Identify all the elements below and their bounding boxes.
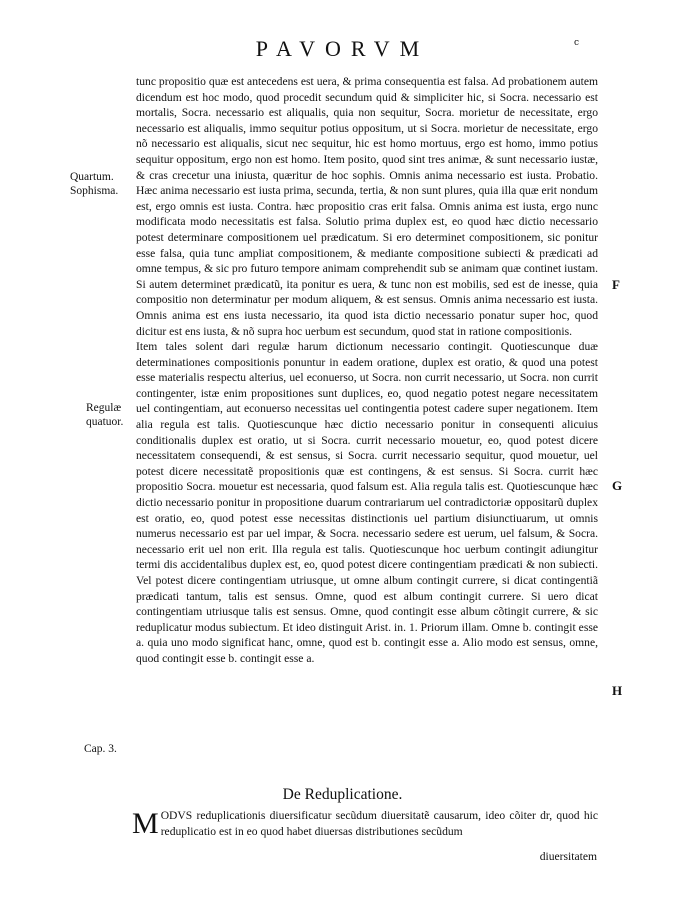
catchword: diuersitatem [539, 850, 597, 863]
final-paragraph-block [132, 807, 598, 840]
margin-note-cap: Cap. 3. [84, 743, 117, 755]
main-text [136, 74, 598, 667]
running-head: PAVORVM [255, 36, 430, 61]
section-heading: De Reduplicatione. [282, 786, 403, 803]
drop-cap: M [132, 807, 159, 840]
side-letter-g: G [612, 478, 623, 493]
final-paragraph: ODVS reduplicationis diuersificatur secũdum diuersitatẽ causarum, ideo cõiter dr, quod hic reduplicatio est in eo quod habet diuersas distributiones secũdum [160, 809, 598, 838]
margin-note-quatuor: quatuor. [86, 416, 124, 428]
margin-note-sophisma: Sophisma. [70, 185, 119, 197]
paragraph-first: tunc propositio quæ est antecedens est uera, & prima consequentia est falsa. Ad probationem autem dicendum est hoc modo, quod procedit secundum quid & simpliciter hic, si Socra. necessario est mortalis, Socra. necessario est aliqualis, quia non sequitur, Socra. morietur de necessitate, ergo necessario est aliqualis, immo sequitur potius oppositum, ut si Socra. morietur de necessitate, ergo nõ necessario est aliqualis, sicut nec sequitur, hic est homo mortuus, ergo est homo, immo potius sequitur oppositum, ergo non est homo. Item posito, quod sint tres animæ, & sunt necessario iustæ, & cras crecetur una iniusta, quæritur de hoc sophis. Omnis anima necessario est iusta. Probatio. Hæc anima necessario est iusta prima, secunda, tertia, & non sunt plures, quia illa quæ erit nondum est, ergo omnis est iusta. Contra. hæc propositio cras erit falsa. Omnis anima est iusta, ergo nunc modificata modo necessitatis est falsa. Solutio prima duplex est, eo quod hæc dictio necessario potest determinare compositionem uel prædicatum. Si ero determinet compositionem, sic ponitur esse falsa, quia tunc amplіat compositionem, & mediante compositione subiecti & prædicati ad omne tempus, & sic pro futuro tempore animam comprehendit sub se animam quæ continet iustam. Si autem determinet prædicatũ, ita ponitur es uera, & tunc non est mobilis, sed est de inesse, quia compositio non determinatur per modum aliquem, & est sensus. Omnis anima necessario est iusta. Omnis anima est ens iusta necessario, ita quod ista dictio necessario ponatur super hoc, quod dicitur est ens iusta, & nõ supra hoc uerbum est secundum, quod stat in ratione compositionis. [136, 75, 598, 338]
side-letter-h: H [612, 683, 623, 698]
margin-note-quartum: Quartum. [70, 171, 114, 183]
margin-note-regule: Regulæ [86, 402, 122, 414]
paragraph-rules: Item tales solent dari regulæ harum dictionum necessario contingit. Quotiescunque duæ determinationes compositionis ponuntur in eadem oratione, duplex est oratio, & quod una potest esse materialis respectu alterius, uel econuerso, ut Socra. non currit necessario, ut Socra. non currit contingenter, istæ enim propositiones sunt duplices, eo, quod negatio potest negare necessitatem uel contingentiam, aut econuerso necessitas uel contingentia potest cadere super negationem. Item alia regula est talis. Quotiescunque hæc dictio necessario ponitur in consequenti alicuius conditionalis duplex est oratio, ut si Socra. currit necessario mouetur, eo, quod potest dicere necessitatem consequendi, & est sensus, si Socra. currit necessario sequitur, quod mouetur, uel potest dicere necessitatẽ propositionis quæ est contingens, & est sensus. Si Socra. currit hæc propositio Socra. mouetur est necessaria, quod falsum est. Alia regula talis est. Quotiescunque hæc dictio necessario ponitur in propositione duarum contrariarum uel contradictoriæ oppositarũ duplex est oratio, eo, quod potest esse necessitas distinctionis uel partium disiunctiuarum, ut omnis numerus necessario est par uel impar, & Socra. necessario sedere est uerum, uel falsum, & Socra. necessario erit uel non erit. Illa regula est talis. Quotiescunque hoc uerbum contingit adiungitur termi dis accidentalibus duplex est, eo, quod potest dicere contingentiam prædicati & non subiecti. Vel potest dicere contingentiam utriusque, ut omne album contingit currere, si dicat contingentiã prædicati tantum, talis est sensus. Omne, quod est album contingit currere. Si uero dicat contingentiam utriusque talis est sensus. Omne, quod contingit esse album cõtingit currere, & sic reduplicatur modus subiectum. Et ideo distinguit Arist. in. 1. Priorum illam. Omne b. contingit esse a. quia uno modo significat hanc, omne, quod est b. contingit esse a. Alio modo est sensus, omne, quod contingit esse b. contingit esse a. [136, 340, 598, 665]
corner-mark: c [573, 38, 579, 48]
side-letter-f: F [612, 277, 620, 292]
